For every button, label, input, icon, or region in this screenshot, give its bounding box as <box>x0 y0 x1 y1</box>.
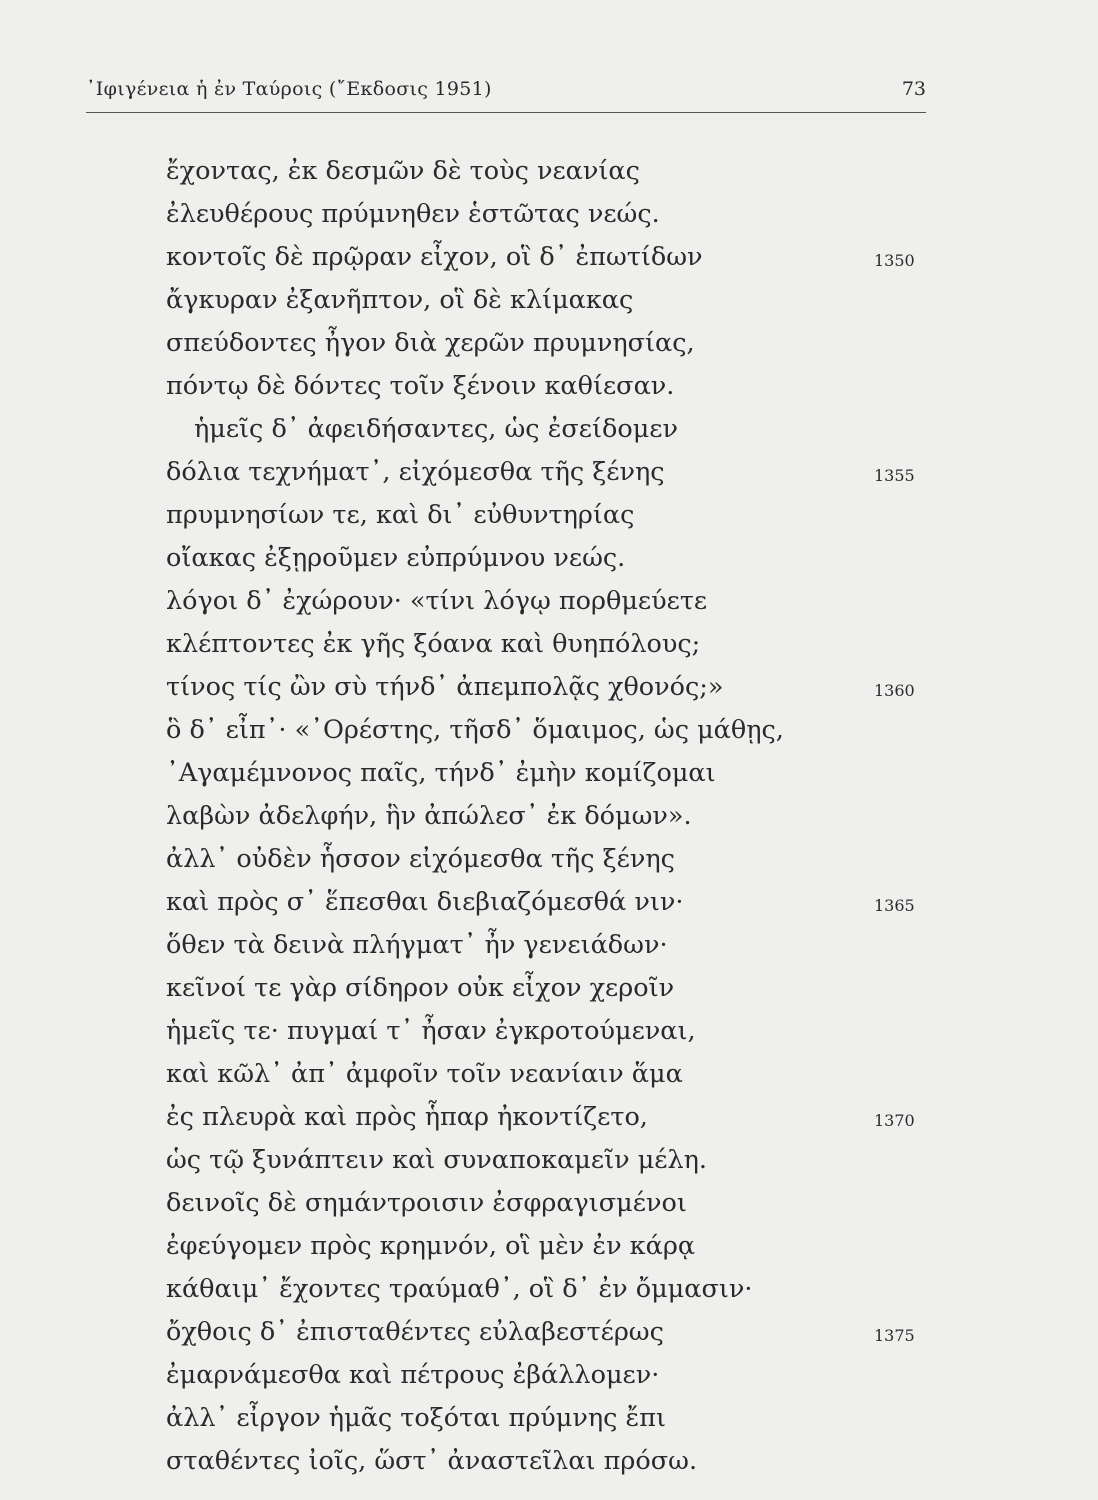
verse-line <box>166 580 886 623</box>
verse-line <box>166 1397 886 1440</box>
verse-text: κεῖνοί τε γὰρ σίδηρον οὐκ εἶχον χεροῖν <box>166 973 675 1003</box>
verse-text: πρυμνησίων τε, καὶ δι᾽ εὐθυντηρίας <box>166 500 635 530</box>
verse-line <box>166 666 915 709</box>
verse-text: λόγοι δ᾽ ἐχώρουν· «τίνι λόγῳ πορθμεύετε <box>166 586 708 616</box>
verse-line <box>166 1311 915 1354</box>
verse-line <box>166 150 886 193</box>
verse-line <box>166 537 886 580</box>
verse-text: κλέπτοντες ἐκ γῆς ξόανα καὶ θυηπόλους; <box>166 629 701 659</box>
verse-text: ἐς πλευρὰ καὶ πρὸς ἧπαρ ἠκοντίζετο, <box>166 1102 648 1132</box>
verse-line <box>166 365 886 408</box>
verse-text: ἡμεῖς δ᾽ ἀφειδήσαντες, ὡς ἐσείδομεν <box>194 414 678 444</box>
verse-line <box>166 1182 886 1225</box>
verse-line <box>166 838 886 881</box>
line-number: 1355 <box>874 466 915 485</box>
verse-text: καὶ πρὸς σ᾽ ἕπεσθαι διεβιαζόμεσθά νιν· <box>166 887 684 917</box>
verse-text: κοντοῖς δὲ πρῷραν εἶχον, οἳ δ᾽ ἐπωτίδων <box>166 242 703 272</box>
verse-line <box>166 322 886 365</box>
line-number: 1350 <box>874 251 915 270</box>
verse-block <box>166 150 915 1483</box>
verse-line <box>166 1440 886 1483</box>
verse-line <box>166 1139 886 1182</box>
verse-text: ἀλλ᾽ οὐδὲν ἧσσον εἰχόμεσθα τῆς ξένης <box>166 844 675 874</box>
verse-text: λαβὼν ἀδελφήν, ἣν ἀπώλεσ᾽ ἐκ δόμων». <box>166 801 692 831</box>
verse-line <box>166 279 886 322</box>
verse-text: καὶ κῶλ᾽ ἀπ᾽ ἀμφοῖν τοῖν νεανίαιν ἅμα <box>166 1059 683 1089</box>
line-number: 1370 <box>874 1111 915 1130</box>
verse-line <box>166 1096 915 1139</box>
verse-line <box>166 494 886 537</box>
line-number: 1375 <box>874 1326 915 1345</box>
verse-line <box>166 1268 886 1311</box>
verse-text: ἐφεύγομεν πρὸς κρημνόν, οἳ μὲν ἐν κάρᾳ <box>166 1231 696 1261</box>
running-header <box>86 78 926 112</box>
verse-line <box>166 795 886 838</box>
verse-text: ὃ δ᾽ εἶπ᾽· «᾽Ορέστης, τῆσδ᾽ ὅμαιμος, ὡς μάθῃς, <box>166 715 784 745</box>
verse-line <box>166 1053 886 1096</box>
line-number: 1365 <box>874 896 915 915</box>
verse-text: ὄχθοις δ᾽ ἐπισταθέντες εὐλαβεστέρως <box>166 1317 664 1347</box>
verse-line <box>166 193 886 236</box>
verse-line <box>166 1354 886 1397</box>
verse-line <box>166 1010 886 1053</box>
verse-text: ἀλλ᾽ εἶργον ἡμᾶς τοξόται πρύμνης ἔπι <box>166 1403 666 1433</box>
verse-text: ἐμαρνάμεσθα καὶ πέτρους ἐβάλλομεν· <box>166 1360 660 1390</box>
verse-line <box>166 1225 886 1268</box>
header-rule <box>86 112 926 113</box>
verse-text: δόλια τεχνήματ᾽, εἰχόμεσθα τῆς ξένης <box>166 457 665 487</box>
verse-line <box>166 236 915 279</box>
verse-text: ὅθεν τὰ δεινὰ πλήγματ᾽ ἦν γενειάδων· <box>166 930 668 960</box>
verse-line <box>166 451 915 494</box>
verse-line <box>166 924 886 967</box>
verse-line <box>166 623 886 666</box>
verse-text: ἡμεῖς τε· πυγμαί τ᾽ ἦσαν ἐγκροτούμεναι, <box>166 1016 696 1046</box>
verse-text: τίνος τίς ὢν σὺ τήνδ᾽ ἀπεμπολᾷς χθονός;» <box>166 672 724 702</box>
page-number: 73 <box>901 78 926 100</box>
verse-line <box>166 881 915 924</box>
verse-text: ἐλευθέρους πρύμνηθεν ἑστῶτας νεώς. <box>166 199 660 229</box>
verse-text: ἄγκυραν ἐξανῆπτον, οἳ δὲ κλίμακας <box>166 285 634 315</box>
verse-text: οἴακας ἐξῃροῦμεν εὐπρύμνου νεώς. <box>166 543 626 573</box>
verse-line <box>166 967 886 1010</box>
verse-text: ὡς τῷ ξυνάπτειν καὶ συναποκαμεῖν μέλη. <box>166 1145 708 1175</box>
verse-line <box>166 752 886 795</box>
verse-text: ἔχοντας, ἐκ δεσμῶν δὲ τοὺς νεανίας <box>166 156 640 186</box>
verse-text: πόντῳ δὲ δόντες τοῖν ξένοιν καθίεσαν. <box>166 371 675 401</box>
verse-text: σταθέντες ἰοῖς, ὥστ᾽ ἀναστεῖλαι πρόσω. <box>166 1446 698 1476</box>
verse-line <box>166 709 886 752</box>
verse-text: ᾽Αγαμέμνονος παῖς, τήνδ᾽ ἐμὴν κομίζομαι <box>166 758 716 788</box>
running-title: ᾽Ιφιγένεια ἡ ἐν Ταύροις (῎Εκδοσις 1951) <box>86 78 492 100</box>
line-number: 1360 <box>874 681 915 700</box>
verse-line <box>166 408 886 451</box>
verse-text: δεινοῖς δὲ σημάντροισιν ἐσφραγισμένοι <box>166 1188 687 1218</box>
verse-text: κάθαιμ᾽ ἔχοντες τραύμαθ᾽, οἳ δ᾽ ἐν ὄμμασιν· <box>166 1274 753 1304</box>
verse-text: σπεύδοντες ἦγον διὰ χερῶν πρυμνησίας, <box>166 328 695 358</box>
